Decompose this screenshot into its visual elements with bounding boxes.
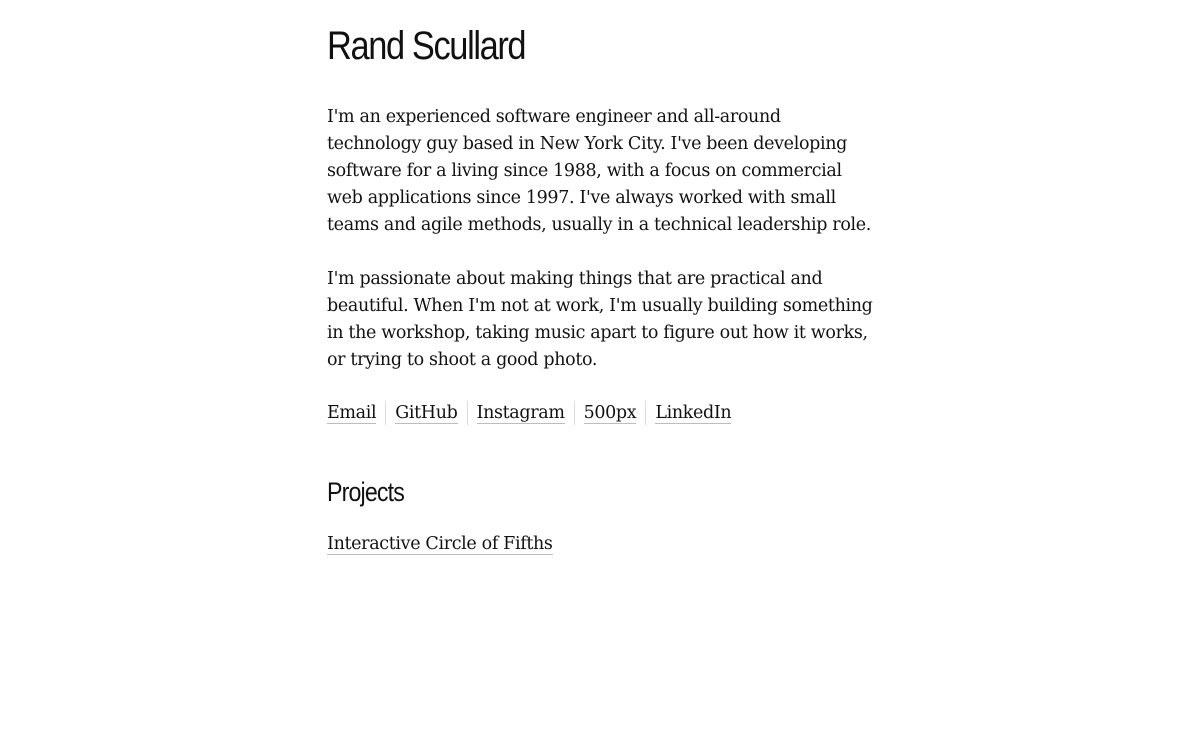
- 500px-link[interactable]: 500px: [583, 402, 637, 423]
- bio-paragraph-1: I'm an experienced software engineer and all-around technology guy based in New York City. I've been developing software for a living since 1988, with a focus on commercial web applications since 1997. I've always worked with small teams and agile methods, usually in a technical leadership role.: [327, 107, 871, 235]
- link-separator: [385, 401, 386, 425]
- projects-list: [327, 531, 879, 558]
- instagram-link[interactable]: Instagram: [476, 402, 565, 423]
- projects-heading: Projects: [327, 477, 405, 507]
- page-content: [327, 22, 879, 558]
- social-links: [327, 401, 879, 425]
- page-title: Rand Scullard: [327, 24, 526, 68]
- link-separator: [467, 401, 468, 425]
- github-link[interactable]: GitHub: [395, 402, 458, 423]
- project-link-circle-of-fifths[interactable]: Interactive Circle of Fifths: [327, 534, 553, 554]
- email-link[interactable]: Email: [327, 402, 377, 423]
- bio-paragraph-2: I'm passionate about making things that are practical and beautiful. When I'm not at work, I'm usually building something in the workshop, taking music apart to figure out how it works, or trying to shoot a good photo.: [327, 269, 873, 370]
- link-separator: [574, 401, 575, 425]
- link-separator: [645, 401, 646, 425]
- linkedin-link[interactable]: LinkedIn: [655, 402, 732, 423]
